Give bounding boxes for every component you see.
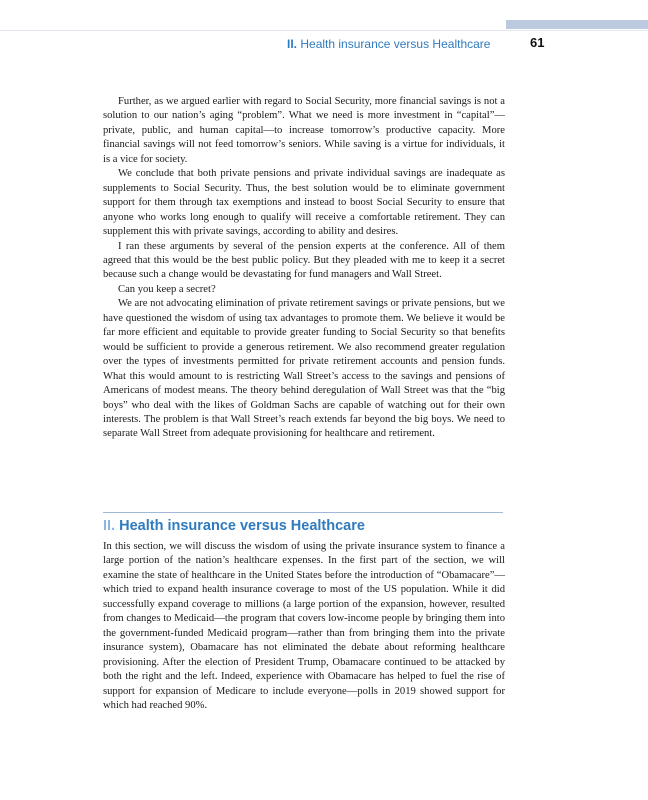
paragraph: In this section, we will discuss the wisdom of using the private insurance system to finance a large portion of the nation’s healthcare expenses. In the first part of the section, we will examine the state of healthcare in the United States before the introduction of “Obamacare”—which tried to expand health insurance coverage to most of the US population. While it did successfully expand coverage to millions (a large portion of the expansion, however, resulted from changes to Medicaid—the program that covers low-income people by bringing them into the government-funded Medicaid program—rather than from bringing them into the private insurance system), Obamacare has not eliminated the debate about reforming healthcare provisioning. After the election of President Trump, Obamacare continued to be attacked by both the right and the left. Indeed, experience with Obamacare has helped to fuel the rise of support for expansion of Medicare to include everyone—polls in 2019 showed support for which had reached 90%.: [103, 541, 505, 711]
paragraph: We conclude that both private pensions and private individual savings are inadequate as supplements to Social Security. Thus, the best solution would be to eliminate government support for them through tax exemptions and instead to boost Social Security to ensure that anyone who works long enough to qualify will receive a comfortable retirement. They can supplement this with private savings, according to ability and desires.: [103, 168, 505, 238]
running-head-section-number: II.: [287, 37, 298, 51]
header-decoration-bar: [506, 20, 648, 29]
paragraph: I ran these arguments by several of the pension experts at the conference. All of them agreed that this would be the best public policy. But they pleaded with me to keep it a secret because such a change would be devastating for fund managers and Wall Street.: [103, 240, 505, 281]
body-text: [103, 95, 505, 442]
running-head-section-title: Health insurance versus Healthcare: [300, 37, 491, 51]
section-heading-title: Health insurance versus Healthcare: [119, 518, 365, 534]
section-heading-number: II.: [103, 518, 116, 534]
paragraph: Further, as we argued earlier with regard to Social Security, more financial savings is not a solution to our nation’s aging “problem”. What we need is more investment in “capital”—private, public, and human capital—to increase tomorrow’s productive capacity. More financial savings will not feed tomorrow’s seniors. While saving is a virtue for individuals, it is a vice for society.: [103, 96, 505, 165]
section-heading: [103, 517, 365, 535]
running-head: [287, 36, 490, 52]
page-number: 61: [530, 35, 545, 50]
paragraph: Can you keep a secret?: [118, 283, 216, 295]
header-rule: [0, 30, 648, 31]
paragraph: We are not advocating elimination of private retirement savings or private pensions, but we have questioned the wisdom of using tax advantages to promote them. We believe it would be far more efficient and equitable to provide greater funding to Social Security so that benefits would be sufficient to provide a generous retirement. We also recommend greater regulation over the types of investments permitted for private retirement accounts and pension funds. What this would amount to is restricting Wall Street’s access to the savings and pensions of Americans of modest means. The theory behind deregulation of Wall Street was that the “big boys” who deal with the likes of Goldman Sachs are capable of watching out for their own interests. The problem is that Wall Street’s reach extends far beyond the big boys. We need to separate Wall Street from adequate provisioning for healthcare and retirement.: [103, 298, 505, 440]
section-text: [103, 540, 505, 713]
section-divider: [103, 512, 503, 513]
